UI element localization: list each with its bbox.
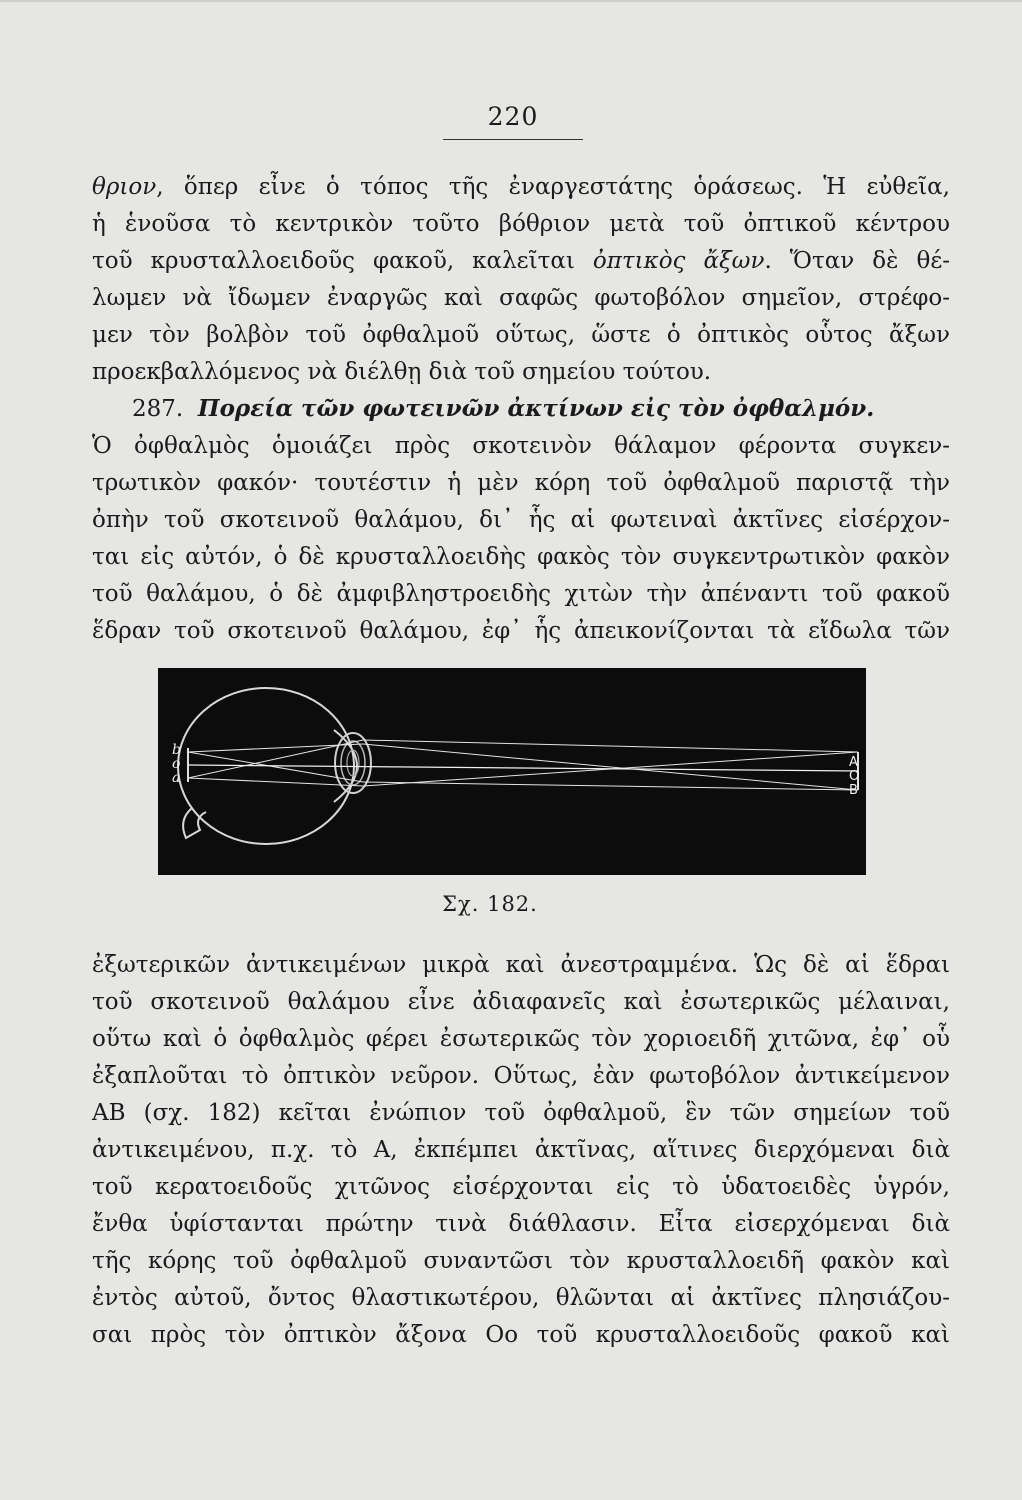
text-line: σαι πρὸς τὸν ὀπτικὸν ἄξονα Οο τοῦ κρυσταλλοειδοῦς φακοῦ καὶ xyxy=(92,1322,950,1348)
section-number: 287. xyxy=(132,396,184,422)
text-line: τοῦ κερατοειδοῦς χιτῶνος εἰσέρχονται εἰς τὸ ὑδατοειδὲς ὑγρόν, xyxy=(92,1174,950,1200)
text-line: ὀπὴν τοῦ σκοτεινοῦ θαλάμου, δι᾽ ἧς αἱ φωτειναὶ ἀκτῖνες εἰσέρχον- xyxy=(92,507,950,533)
text-line: λωμεν νὰ ἴδωμεν ἐναργῶς καὶ σαφῶς φωτοβόλον σημεῖον, στρέφο- xyxy=(92,285,950,311)
text-line: ἡ ἑνοῦσα τὸ κεντρικὸν τοῦτο βόθριον μετὰ τοῦ ὀπτικοῦ κέντρου xyxy=(92,211,950,237)
label-O: O xyxy=(849,769,860,784)
page-number-rule xyxy=(443,139,583,140)
text-line: τρωτικὸν φακόν· τουτέστιν ἡ μὲν κόρη τοῦ ὀφθαλμοῦ παριστᾷ τὴν xyxy=(92,470,950,496)
text-line: ἐντὸς αὐτοῦ, ὄντος θλαστικωτέρου, θλῶνται αἱ ἀκτῖνες πλησιάζου- xyxy=(92,1285,950,1311)
text-line: ἀντικειμένου, π.χ. τὸ Α, ἐκπέμπει ἀκτῖνας, αἵτινες διερχόμεναι διὰ xyxy=(92,1137,950,1163)
label-o-small: o xyxy=(172,756,181,772)
text-line: ΑΒ (σχ. 182) κεῖται ἐνώπιον τοῦ ὀφθαλμοῦ, ἓν τῶν σημείων τοῦ xyxy=(92,1100,950,1126)
text-line: τοῦ θαλάμου, ὁ δὲ ἀμφιβληστροειδὴς χιτὼν τὴν ἀπέναντι τοῦ φακοῦ xyxy=(92,581,950,607)
text-line: οὕτω καὶ ὁ ὀφθαλμὸς φέρει ἐσωτερικῶς τὸν χοριοειδῆ χιτῶνα, ἐφ᾽ οὗ xyxy=(92,1026,950,1052)
text-line: Ὁ ὀφθαλμὸς ὁμοιάζει πρὸς σκοτεινὸν θάλαμον φέροντα συγκεν- xyxy=(92,433,950,459)
text-line: τοῦ σκοτεινοῦ θαλάμου εἶνε ἀδιαφανεῖς καὶ ἐσωτερικῶς μέλαιναι, xyxy=(92,989,950,1015)
section-heading xyxy=(92,392,950,426)
eye-diagram-figure xyxy=(158,668,866,875)
optic-axis xyxy=(188,765,858,771)
ray-b-4 xyxy=(188,752,363,782)
label-A: A xyxy=(849,755,858,770)
eye-ray-diagram xyxy=(158,668,866,875)
figure-caption: Σχ. 182. xyxy=(442,892,538,916)
text-line: τοῦ κρυσταλλοειδοῦς φακοῦ, καλεῖται ὀπτικὸς ἄξων. Ὅταν δὲ θέ- xyxy=(92,248,951,274)
text-line: θριον, ὅπερ εἶνε ὁ τόπος τῆς ἐναργεστάτης ὁράσεως. Ἡ εὐθεῖα, xyxy=(92,174,950,200)
text-line: προεκβαλλόμενος νὰ διέλθῃ διὰ τοῦ σημείου τούτου. xyxy=(92,359,712,385)
text-line: ἔνθα ὑφίστανται πρώτην τινὰ διάθλασιν. Εἶτα εἰσερχόμεναι διὰ xyxy=(92,1211,950,1237)
text-line: ται εἰς αὐτόν, ὁ δὲ κρυσταλλοειδὴς φακὸς τὸν συγκεντρωτικὸν φακὸν xyxy=(92,544,950,570)
text-line: ἐξαπλοῦται τὸ ὀπτικὸν νεῦρον. Οὕτως, ἐὰν φωτοβόλον ἀντικείμενον xyxy=(92,1063,950,1089)
label-b-small: b xyxy=(172,742,181,758)
page-number: 220 xyxy=(487,102,539,131)
label-B: B xyxy=(849,783,858,798)
text-line: ἕδραν τοῦ σκοτεινοῦ θαλάμου, ἐφ᾽ ἧς ἀπεικονίζονται τὰ εἴδωλα τῶν xyxy=(92,618,950,644)
page-edge xyxy=(0,0,1022,2)
text-line: τῆς κόρης τοῦ ὀφθαλμοῦ συναντῶσι τὸν κρυσταλλοειδῆ φακὸν καὶ xyxy=(92,1248,950,1274)
section-title: Πορεία τῶν φωτεινῶν ἀκτίνων εἰς τὸν ὀφθαλμόν. xyxy=(197,395,875,422)
text-line: μεν τὸν βολβὸν τοῦ ὀφθαλμοῦ οὕτως, ὥστε ὁ ὀπτικὸς οὗτος ἄξων xyxy=(92,322,950,348)
ray-a-1 xyxy=(363,740,858,752)
label-a-small: a xyxy=(172,770,181,786)
text-line: ἐξωτερικῶν ἀντικειμένων μικρὰ καὶ ἀνεστραμμένα. Ὡς δὲ αἱ ἕδραι xyxy=(92,952,950,978)
